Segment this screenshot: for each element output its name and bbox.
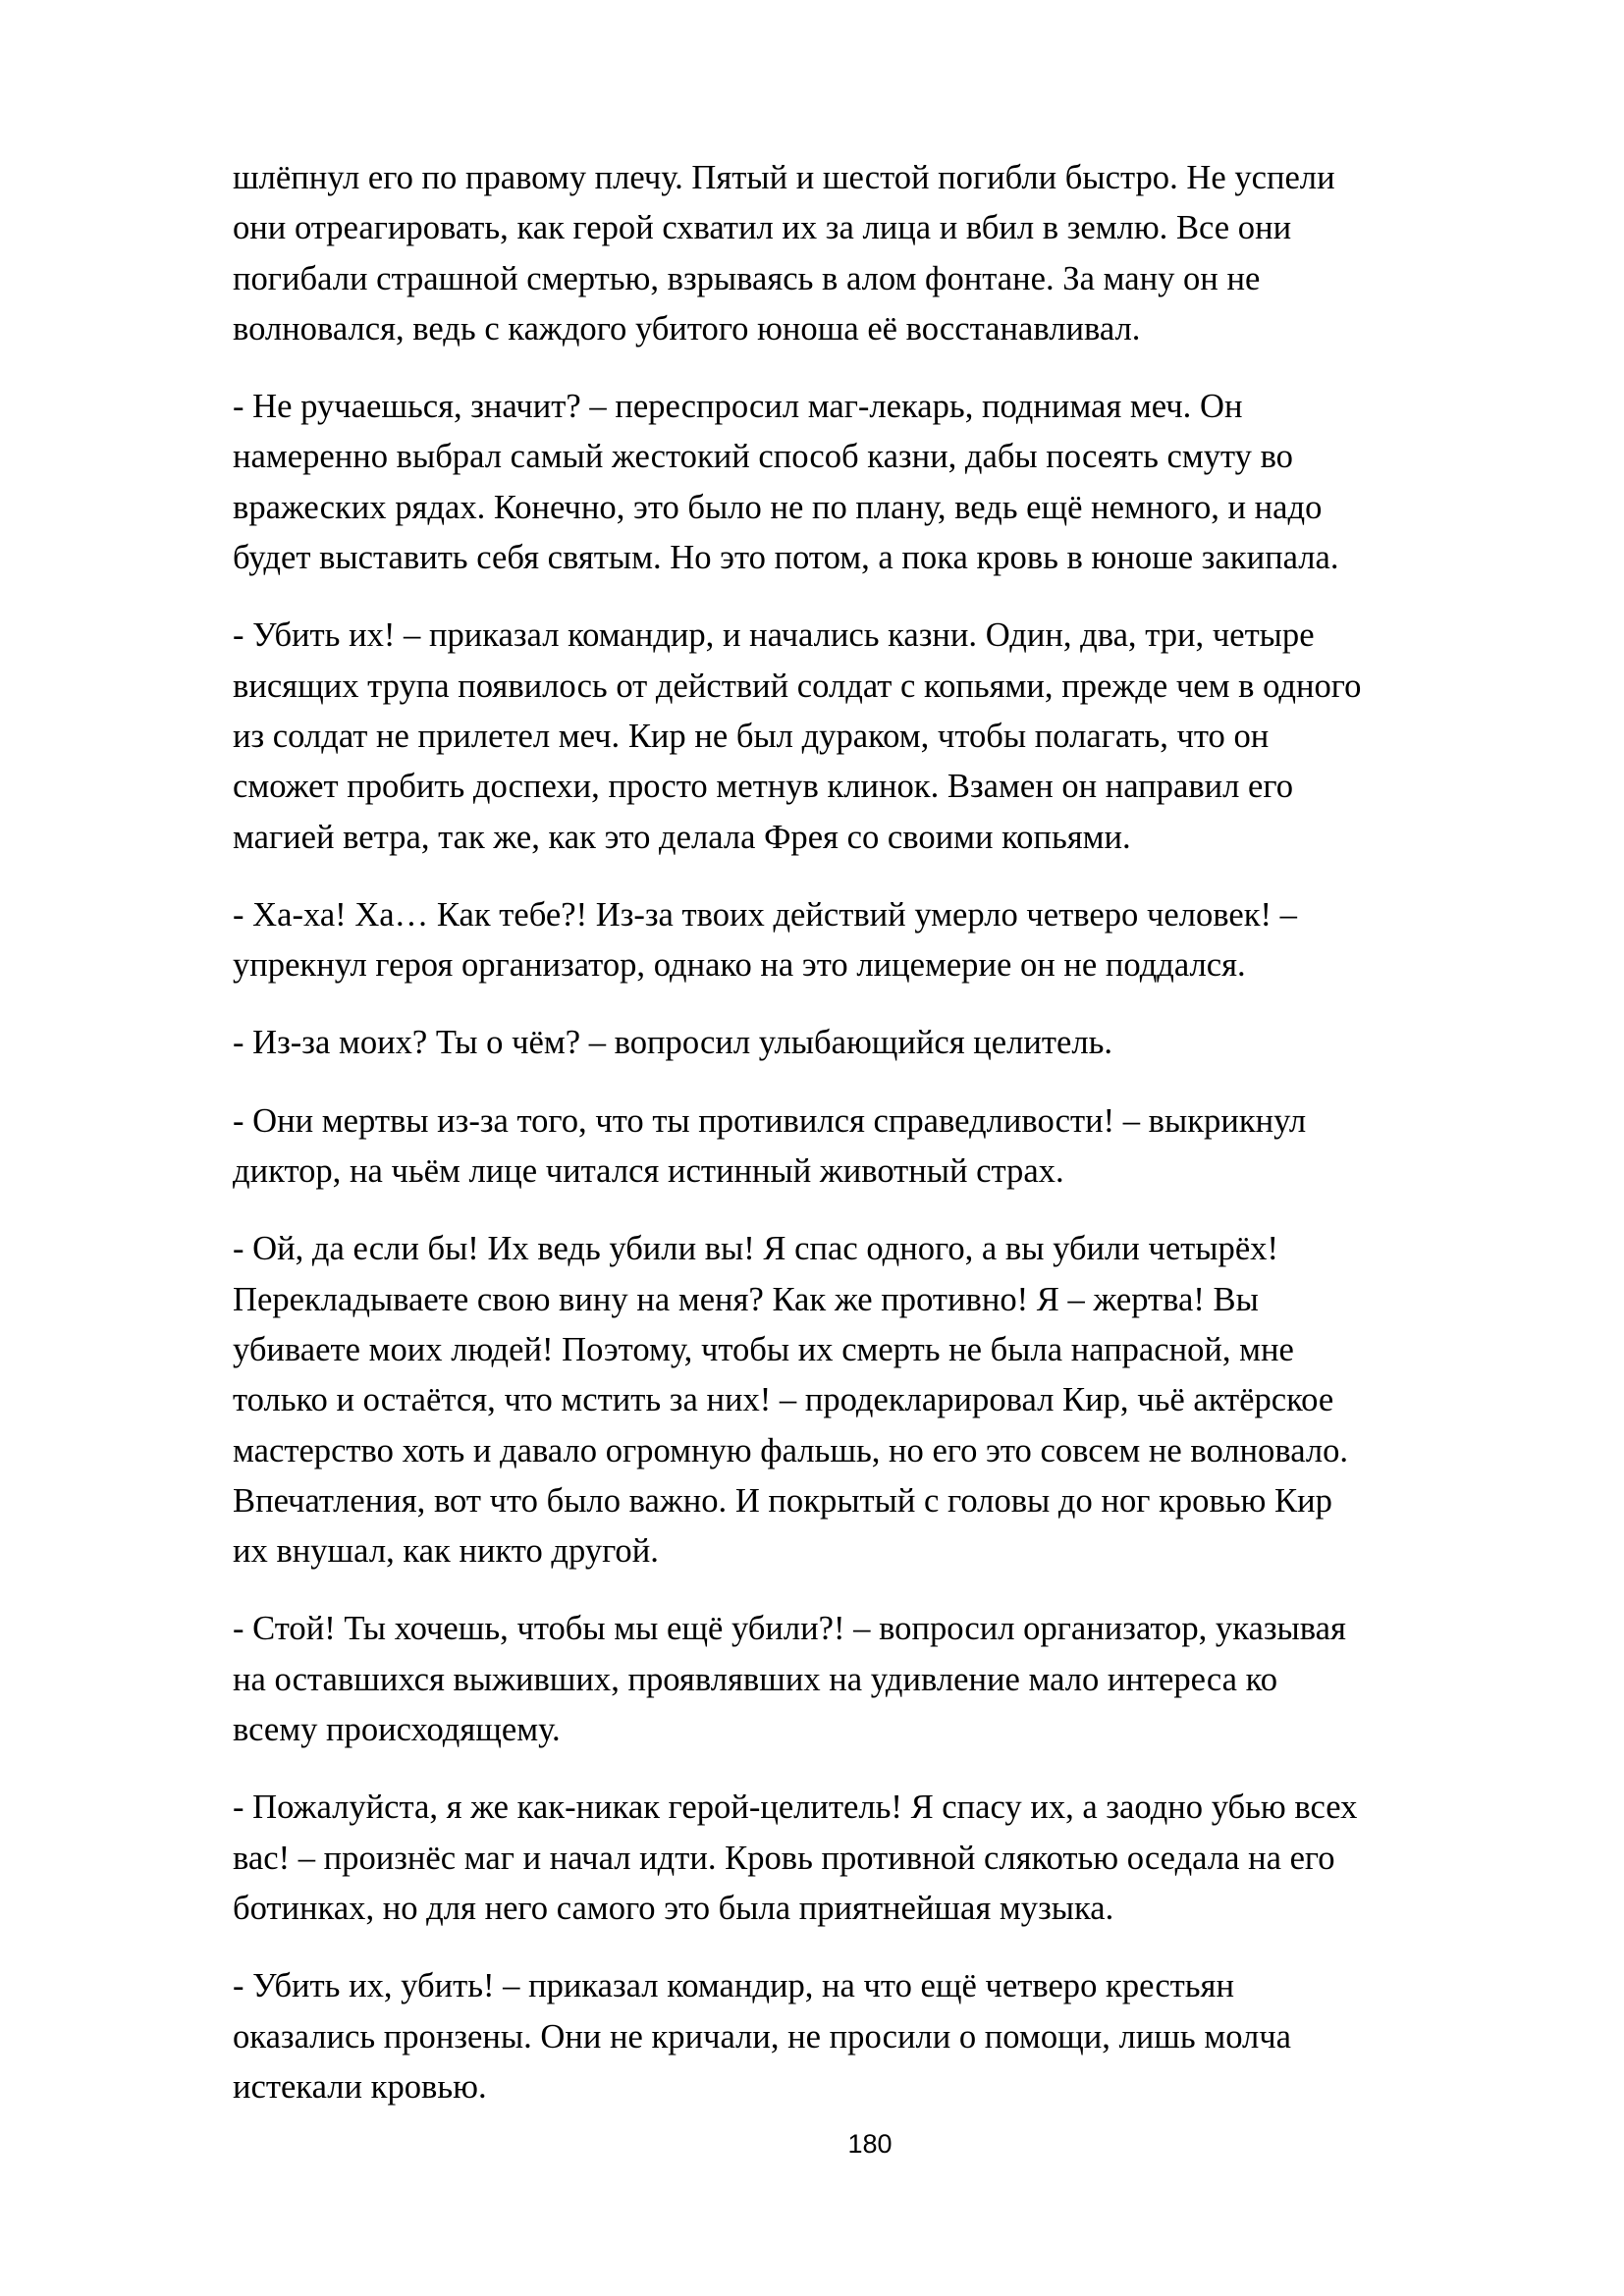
- text-line: - Ха-ха! Ха… Как тебе?! Из-за твоих действий умерло четверо человек! –: [233, 895, 1297, 934]
- paragraph: [233, 1018, 1539, 1068]
- paragraph: [233, 1224, 1539, 1576]
- page-number: 180: [847, 2129, 893, 2159]
- text-line: - Убить их! – приказал командир, и начались казни. Один, два, три, четыре: [233, 616, 1315, 655]
- text-line: вражеских рядах. Конечно, это было не по плану, ведь ещё немного, и надо: [233, 488, 1323, 526]
- paragraph: [233, 1961, 1539, 2112]
- paragraph: [233, 153, 1539, 354]
- text-line: оказались пронзены. Они не кричали, не просили о помощи, лишь молча: [233, 2017, 1292, 2056]
- text-line: только и остаётся, что мстить за них! – продекларировал Кир, чьё актёрское: [233, 1381, 1334, 1419]
- text-line: сможет пробить доспехи, просто метнув клинок. Взамен он направил его: [233, 768, 1294, 806]
- paragraph: [233, 1783, 1539, 1934]
- text-line: упрекнул героя организатор, однако на это лицемерие он не поддался.: [233, 946, 1246, 985]
- paragraph: [233, 1096, 1539, 1198]
- text-line: - Пожалуйста, я же как-никак герой-целитель! Я спасу их, а заодно убью всех: [233, 1789, 1358, 1827]
- text-line: будет выставить себя святым. Но это потом, а пока кровь в юноше закипала.: [233, 539, 1339, 577]
- text-line: они отреагировать, как герой схватил их за лица и вбил в землю. Все они: [233, 209, 1292, 247]
- text-line: - Они мертвы из-за того, что ты противился справедливости! – выкрикнул: [233, 1101, 1307, 1140]
- paragraph: [233, 890, 1539, 991]
- text-line: ботинках, но для него самого это была приятнейшая музыка.: [233, 1889, 1114, 1927]
- text-line: Перекладываете свою вину на меня? Как же противно! Я – жертва! Вы: [233, 1280, 1259, 1318]
- text-line: - Из-за моих? Ты о чём? – вопросил улыбающийся целитель.: [233, 1024, 1113, 1062]
- paragraph: [233, 382, 1539, 583]
- paragraph: [233, 1604, 1539, 1755]
- paragraph: [233, 611, 1539, 862]
- text-line: волновался, ведь с каждого убитого юноша её восстанавливал.: [233, 309, 1141, 347]
- text-line: вас! – произнёс маг и начал идти. Кровь противной слякотью оседала на его: [233, 1839, 1335, 1877]
- text-line: на оставшихся выживших, проявлявших на удивление мало интереса ко: [233, 1660, 1277, 1698]
- text-line: диктор, на чьём лице читался истинный животный страх.: [233, 1152, 1064, 1191]
- text-line: всему происходящему.: [233, 1711, 561, 1749]
- text-line: намеренно выбрал самый жестокий способ казни, дабы посеять смуту во: [233, 438, 1293, 476]
- text-line: Впечатления, вот что было важно. И покрытый с головы до ног кровью Кир: [233, 1481, 1332, 1520]
- text-line: мастерство хоть и давало огромную фальшь, но его это совсем не волновало.: [233, 1431, 1349, 1469]
- text-line: шлёпнул его по правому плечу. Пятый и шестой погибли быстро. Не успели: [233, 159, 1335, 196]
- text-line: висящих трупа появилось от действий солдат с копьями, прежде чем в одного: [233, 667, 1362, 705]
- text-line: убиваете моих людей! Поэтому, чтобы их смерть не была напрасной, мне: [233, 1330, 1294, 1368]
- text-line: магией ветра, так же, как это делала Фрея со своими копьями.: [233, 818, 1131, 856]
- text-line: - Ой, да если бы! Их ведь убили вы! Я спас одного, а вы убили четырёх!: [233, 1230, 1278, 1268]
- text-line: - Стой! Ты хочешь, чтобы мы ещё убили?! – вопросил организатор, указывая: [233, 1610, 1346, 1648]
- text-line: истекали кровью.: [233, 2067, 487, 2106]
- text-line: из солдат не прилетел меч. Кир не был дураком, чтобы полагать, что он: [233, 717, 1270, 755]
- body-text: [233, 153, 1539, 2140]
- text-line: их внушал, как никто другой.: [233, 1532, 659, 1571]
- text-line: погибали страшной смертью, взрываясь в алом фонтане. За ману он не: [233, 259, 1261, 297]
- text-line: - Не ручаешься, значит? – переспросил маг-лекарь, поднимая меч. Он: [233, 388, 1243, 426]
- text-line: - Убить их, убить! – приказал командир, на что ещё четверо крестьян: [233, 1967, 1234, 2005]
